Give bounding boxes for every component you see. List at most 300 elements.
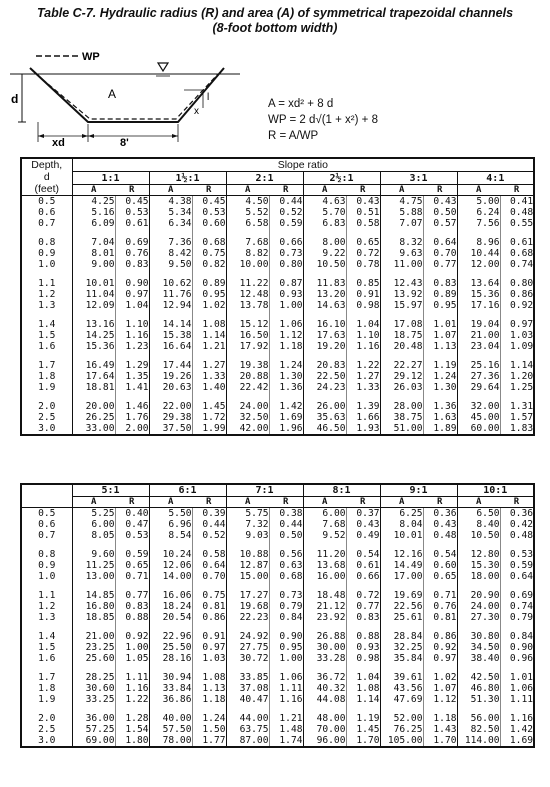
area-value: 5.70 [303, 207, 346, 218]
area-value: 24.23 [303, 382, 346, 393]
radius-value: 1.28 [115, 713, 149, 724]
area-value: 19.26 [149, 371, 192, 382]
area-value: 24.92 [226, 631, 269, 642]
area-value: 29.12 [380, 371, 423, 382]
area-value: 10.01 [380, 530, 423, 541]
table-title [0, 6, 550, 36]
radius-value: 0.77 [423, 259, 457, 270]
area-value: 8.40 [457, 519, 500, 530]
radius-value: 1.00 [269, 300, 303, 311]
area-value: 4.50 [226, 196, 269, 208]
depth-value: 1.9 [21, 382, 72, 393]
radius-value: 0.69 [115, 237, 149, 248]
area-value: 6.00 [72, 519, 115, 530]
area-value: 11.25 [72, 560, 115, 571]
area-value: 12.94 [149, 300, 192, 311]
radius-value: 0.61 [115, 218, 149, 229]
area-value: 11.76 [149, 289, 192, 300]
area-value: 21.00 [457, 330, 500, 341]
radius-value: 0.61 [500, 237, 534, 248]
radius-value: 0.98 [346, 300, 380, 311]
area-value: 12.48 [226, 289, 269, 300]
area-value: 26.00 [303, 401, 346, 412]
ar-header-row [21, 184, 534, 195]
table-row [21, 382, 534, 393]
radius-value: 0.65 [423, 571, 457, 582]
area-value: 17.63 [303, 330, 346, 341]
depth-value: 1.1 [21, 278, 72, 289]
area-value: 33.25 [72, 694, 115, 705]
slope-header: 1½:1 [149, 172, 226, 184]
radius-value: 0.50 [269, 530, 303, 541]
radius-value: 0.39 [192, 508, 226, 520]
area-value: 26.03 [380, 382, 423, 393]
radius-value: 1.20 [500, 371, 534, 382]
radius-value: 0.68 [192, 237, 226, 248]
area-col-header: A [149, 497, 192, 508]
radius-value: 0.80 [269, 259, 303, 270]
radius-value: 1.16 [500, 713, 534, 724]
radius-value: 0.48 [500, 530, 534, 541]
radius-value: 0.72 [346, 590, 380, 601]
area-value: 22.00 [149, 401, 192, 412]
radius-value: 0.74 [500, 259, 534, 270]
area-value: 10.24 [149, 549, 192, 560]
radius-value: 0.87 [269, 278, 303, 289]
area-value: 22.42 [226, 382, 269, 393]
area-value: 8.00 [303, 237, 346, 248]
row-gap [21, 311, 534, 319]
area-value: 17.92 [226, 341, 269, 352]
area-value: 8.04 [380, 519, 423, 530]
radius-value: 1.21 [192, 341, 226, 352]
radius-value: 0.60 [192, 218, 226, 229]
area-value: 12.06 [149, 560, 192, 571]
area-value: 7.56 [457, 218, 500, 229]
area-value: 23.92 [303, 612, 346, 623]
radius-value: 1.83 [500, 423, 534, 435]
water-level-icon [158, 63, 168, 71]
area-value: 38.40 [457, 653, 500, 664]
area-value: 51.00 [380, 423, 423, 435]
area-value: 10.00 [226, 259, 269, 270]
radius-value: 0.68 [500, 248, 534, 259]
area-value: 17.64 [72, 371, 115, 382]
table-row [21, 423, 534, 435]
radius-value: 0.83 [346, 612, 380, 623]
area-value: 15.36 [72, 341, 115, 352]
area-value: 17.44 [149, 360, 192, 371]
radius-value: 0.70 [423, 248, 457, 259]
table-row [21, 278, 534, 289]
area-value: 23.04 [457, 341, 500, 352]
radius-value: 1.22 [346, 360, 380, 371]
slope-header: 2:1 [226, 172, 303, 184]
area-value: 16.80 [72, 601, 115, 612]
radius-value: 0.77 [115, 590, 149, 601]
area-value: 13.64 [457, 278, 500, 289]
area-value: 16.06 [149, 590, 192, 601]
slope-ratio-header-row [21, 158, 534, 172]
area-value: 15.97 [380, 300, 423, 311]
radius-value: 0.93 [269, 289, 303, 300]
radius-value: 0.51 [346, 207, 380, 218]
radius-value: 0.52 [192, 530, 226, 541]
area-value: 44.08 [303, 694, 346, 705]
radius-value: 1.13 [423, 341, 457, 352]
radius-col-header: R [269, 497, 303, 508]
radius-value: 1.00 [269, 653, 303, 664]
area-value: 14.63 [303, 300, 346, 311]
radius-value: 0.85 [346, 278, 380, 289]
row-gap [21, 229, 534, 237]
area-value: 8.42 [149, 248, 192, 259]
depth-label: d [11, 92, 19, 106]
table-row [21, 196, 534, 208]
depth-value: 1.4 [21, 319, 72, 330]
radius-value: 0.44 [192, 519, 226, 530]
radius-value: 1.45 [346, 724, 380, 735]
area-value: 15.12 [226, 319, 269, 330]
radius-value: 1.01 [423, 319, 457, 330]
radius-value: 1.45 [192, 401, 226, 412]
area-value: 5.50 [149, 508, 192, 520]
radius-value: 0.48 [500, 207, 534, 218]
slope-header: 5:1 [72, 484, 149, 497]
radius-value: 0.37 [346, 508, 380, 520]
area-value: 22.27 [380, 360, 423, 371]
radius-value: 0.78 [346, 259, 380, 270]
area-value: 29.38 [149, 412, 192, 423]
area-label: A [108, 87, 117, 101]
area-value: 37.08 [226, 683, 269, 694]
table-row [21, 601, 534, 612]
depth-value: 0.8 [21, 237, 72, 248]
slope-header: 8:1 [303, 484, 380, 497]
radius-value: 0.56 [269, 549, 303, 560]
radius-value: 1.03 [500, 330, 534, 341]
area-value: 9.00 [72, 259, 115, 270]
radius-value: 0.38 [269, 508, 303, 520]
area-value: 33.00 [72, 423, 115, 435]
area-value: 22.96 [149, 631, 192, 642]
table-row [21, 713, 534, 724]
radius-value: 0.54 [423, 549, 457, 560]
radius-value: 1.33 [346, 382, 380, 393]
depth-value: 0.7 [21, 530, 72, 541]
area-value: 13.68 [303, 560, 346, 571]
slope-header: 3:1 [380, 172, 457, 184]
area-value: 12.09 [72, 300, 115, 311]
area-value: 19.69 [380, 590, 423, 601]
area-value: 76.25 [380, 724, 423, 735]
area-value: 10.01 [72, 278, 115, 289]
radius-value: 0.59 [115, 549, 149, 560]
radius-value: 0.36 [423, 508, 457, 520]
area-value: 4.25 [72, 196, 115, 208]
depth-value: 0.6 [21, 207, 72, 218]
radius-value: 1.18 [192, 694, 226, 705]
radius-value: 0.60 [423, 560, 457, 571]
radius-value: 1.04 [346, 319, 380, 330]
area-value: 46.80 [457, 683, 500, 694]
radius-value: 1.02 [423, 672, 457, 683]
radius-value: 1.04 [346, 672, 380, 683]
radius-value: 1.72 [192, 412, 226, 423]
area-value: 5.88 [380, 207, 423, 218]
area-value: 27.75 [226, 642, 269, 653]
radius-value: 0.43 [423, 519, 457, 530]
area-value: 20.63 [149, 382, 192, 393]
radius-value: 1.08 [346, 683, 380, 694]
slope-columns-row [21, 484, 534, 497]
area-value: 5.34 [149, 207, 192, 218]
area-value: 19.38 [226, 360, 269, 371]
area-value: 14.85 [72, 590, 115, 601]
area-col-header: A [380, 497, 423, 508]
area-value: 25.60 [72, 653, 115, 664]
area-value: 28.25 [72, 672, 115, 683]
area-value: 9.22 [303, 248, 346, 259]
area-value: 34.50 [457, 642, 500, 653]
area-value: 87.00 [226, 735, 269, 747]
radius-col-header: R [192, 184, 226, 195]
radius-value: 1.69 [269, 412, 303, 423]
table-row [21, 549, 534, 560]
radius-value: 0.89 [192, 278, 226, 289]
channel-diagram [0, 40, 260, 150]
radius-value: 1.01 [500, 672, 534, 683]
area-value: 40.47 [226, 694, 269, 705]
radius-value: 0.59 [500, 560, 534, 571]
area-value: 8.32 [380, 237, 423, 248]
table-row [21, 571, 534, 582]
area-col-header: A [149, 184, 192, 195]
radius-value: 1.22 [115, 694, 149, 705]
table-row [21, 590, 534, 601]
table-row [21, 560, 534, 571]
area-value: 11.04 [72, 289, 115, 300]
slope-one-label: l [207, 92, 210, 103]
area-formula: A = xd² + 8 d [268, 98, 334, 110]
area-value: 14.25 [72, 330, 115, 341]
depth-value: 1.9 [21, 694, 72, 705]
radius-value: 0.53 [500, 549, 534, 560]
radius-col-header: R [192, 497, 226, 508]
area-value: 16.10 [303, 319, 346, 330]
radius-col-header: R [115, 497, 149, 508]
area-value: 13.16 [72, 319, 115, 330]
depth-value: 1.3 [21, 300, 72, 311]
radius-value: 1.66 [346, 412, 380, 423]
wetted-perimeter [36, 74, 218, 119]
radius-value: 0.42 [500, 519, 534, 530]
table-row [21, 724, 534, 735]
area-value: 26.25 [72, 412, 115, 423]
radius-value: 0.45 [192, 196, 226, 208]
depth-value: 1.7 [21, 672, 72, 683]
depth-value: 0.6 [21, 519, 72, 530]
depth-symbol: d [43, 171, 50, 183]
area-value: 15.36 [457, 289, 500, 300]
radius-value: 0.95 [423, 300, 457, 311]
area-value: 33.84 [149, 683, 192, 694]
radius-value: 0.98 [346, 653, 380, 664]
radius-value: 0.79 [269, 601, 303, 612]
area-value: 15.38 [149, 330, 192, 341]
radius-value: 0.70 [192, 571, 226, 582]
radius-value: 1.00 [115, 642, 149, 653]
radius-value: 1.12 [423, 694, 457, 705]
area-value: 28.00 [380, 401, 423, 412]
area-value: 28.84 [380, 631, 423, 642]
table-row [21, 508, 534, 520]
radius-value: 0.83 [115, 259, 149, 270]
radius-value: 1.14 [500, 360, 534, 371]
radius-value: 0.91 [192, 631, 226, 642]
radius-value: 1.09 [500, 341, 534, 352]
radius-value: 0.92 [500, 300, 534, 311]
radius-value: 1.14 [192, 330, 226, 341]
radius-value: 0.59 [269, 218, 303, 229]
radius-value: 0.81 [192, 601, 226, 612]
radius-value: 0.50 [423, 207, 457, 218]
depth-value: 1.7 [21, 360, 72, 371]
radius-value: 0.57 [423, 218, 457, 229]
area-value: 30.00 [303, 642, 346, 653]
area-value: 13.20 [303, 289, 346, 300]
slope-columns-row [21, 172, 534, 184]
radius-value: 1.33 [192, 371, 226, 382]
radius-value: 1.18 [269, 341, 303, 352]
radius-value: 1.11 [115, 672, 149, 683]
radius-value: 1.70 [423, 735, 457, 747]
radius-value: 0.84 [269, 612, 303, 623]
formulas [268, 96, 378, 144]
area-value: 30.94 [149, 672, 192, 683]
area-value: 17.27 [226, 590, 269, 601]
area-value: 26.88 [303, 631, 346, 642]
slope-header: 1:1 [72, 172, 149, 184]
radius-value: 0.83 [423, 278, 457, 289]
area-value: 7.36 [149, 237, 192, 248]
area-value: 16.49 [72, 360, 115, 371]
table-upper [20, 157, 535, 436]
area-col-header: A [72, 184, 115, 195]
radius-value: 1.11 [500, 694, 534, 705]
radius-value: 0.68 [269, 571, 303, 582]
radius-value: 1.41 [115, 382, 149, 393]
slope-x-label: x [194, 106, 199, 117]
radius-value: 0.53 [115, 530, 149, 541]
area-value: 5.52 [226, 207, 269, 218]
area-value: 6.96 [149, 519, 192, 530]
table-row [21, 735, 534, 747]
depth-value: 2.5 [21, 412, 72, 423]
area-value: 35.63 [303, 412, 346, 423]
area-value: 11.20 [303, 549, 346, 560]
radius-value: 1.46 [115, 401, 149, 412]
row-gap [21, 582, 534, 590]
area-value: 7.07 [380, 218, 423, 229]
area-col-header: A [72, 497, 115, 508]
row-gap [21, 541, 534, 549]
radius-value: 0.36 [500, 508, 534, 520]
radius-value: 1.77 [192, 735, 226, 747]
ar-header-row [21, 497, 534, 508]
radius-value: 0.97 [500, 319, 534, 330]
radius-value: 1.30 [423, 382, 457, 393]
area-value: 7.04 [72, 237, 115, 248]
area-value: 7.32 [226, 519, 269, 530]
radius-value: 1.30 [269, 371, 303, 382]
radius-value: 1.57 [500, 412, 534, 423]
radius-value: 0.89 [423, 289, 457, 300]
radius-value: 1.63 [423, 412, 457, 423]
area-value: 57.50 [149, 724, 192, 735]
table-row [21, 319, 534, 330]
radius-value: 0.64 [423, 237, 457, 248]
area-col-header: A [303, 497, 346, 508]
radius-value: 0.97 [192, 642, 226, 653]
area-value: 17.00 [380, 571, 423, 582]
area-value: 8.82 [226, 248, 269, 259]
area-value: 42.00 [226, 423, 269, 435]
radius-value: 0.93 [346, 642, 380, 653]
radius-value: 1.08 [192, 319, 226, 330]
radius-col-header: R [500, 497, 534, 508]
radius-value: 1.18 [423, 713, 457, 724]
area-value: 32.50 [226, 412, 269, 423]
depth-value: 1.6 [21, 653, 72, 664]
area-value: 20.90 [457, 590, 500, 601]
title-line-1: Table C-7. Hydraulic radius (R) and area (A) of symmetrical trapezoidal channels [36, 6, 514, 20]
radius-value: 1.06 [269, 319, 303, 330]
radius-value: 0.97 [423, 653, 457, 664]
table-row [21, 694, 534, 705]
area-value: 37.50 [149, 423, 192, 435]
radius-value: 1.02 [192, 300, 226, 311]
radius-value: 1.24 [192, 713, 226, 724]
area-value: 29.64 [457, 382, 500, 393]
area-value: 16.50 [226, 330, 269, 341]
area-value: 4.38 [149, 196, 192, 208]
radius-value: 1.16 [115, 330, 149, 341]
area-value: 46.50 [303, 423, 346, 435]
table-row [21, 360, 534, 371]
area-value: 10.44 [457, 248, 500, 259]
radius-value: 0.90 [500, 642, 534, 653]
depth-value: 0.9 [21, 560, 72, 571]
area-value: 18.00 [457, 571, 500, 582]
r-formula: R = A/WP [268, 130, 319, 142]
table-row [21, 653, 534, 664]
radius-value: 0.95 [192, 289, 226, 300]
radius-col-header: R [346, 497, 380, 508]
table-row [21, 371, 534, 382]
area-value: 9.03 [226, 530, 269, 541]
radius-value: 0.65 [115, 560, 149, 571]
row-gap [21, 270, 534, 278]
area-value: 6.58 [226, 218, 269, 229]
radius-value: 1.07 [423, 683, 457, 694]
area-value: 18.75 [380, 330, 423, 341]
radius-value: 0.53 [115, 207, 149, 218]
slope-header: 10:1 [457, 484, 534, 497]
table-row [21, 401, 534, 412]
area-value: 27.30 [457, 612, 500, 623]
area-value: 24.00 [457, 601, 500, 612]
